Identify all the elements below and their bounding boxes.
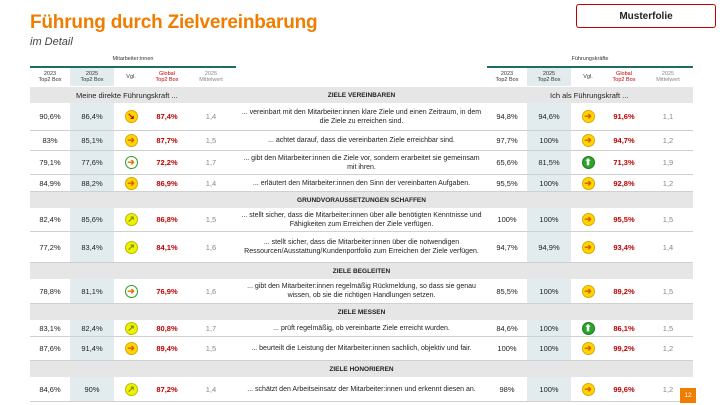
header-left-y2023: 2023 Top2 Box (38, 71, 62, 83)
value-2025-employees: 88,2% (70, 175, 114, 191)
value-2025-employees: 90% (70, 377, 114, 401)
comparison-managers (571, 279, 605, 303)
value-2023-employees: 78,8% (39, 286, 61, 296)
value-global-managers: 86,1% (613, 323, 635, 333)
value-2023-managers: 94,7% (496, 242, 518, 252)
section-title: ZIELE VEREINBAREN (327, 91, 396, 99)
value-2023-employees: 90,6% (39, 112, 61, 121)
comparison-managers (571, 337, 605, 360)
value-2023-employees: 83,1% (39, 323, 61, 333)
value-2025-managers: 100% (527, 208, 571, 231)
value-2023-employees: 77,2% (39, 242, 61, 252)
value-2023-managers: 94,8% (496, 112, 518, 121)
comparison-employees (114, 103, 148, 130)
comparison-employees (114, 337, 148, 360)
value-mean-employees: 1,6 (205, 286, 217, 296)
value-2025-managers: 100% (527, 337, 571, 360)
value-mean-managers: 1,2 (662, 384, 674, 394)
statement-text: ... gibt den Mitarbeiter:innen die Ziele vor, sondern erarbeitet sie gemeinsam mit ihren. (243, 154, 480, 171)
arrow-down-right-icon: ↘ (125, 110, 138, 123)
value-2023-managers: 100% (497, 215, 517, 224)
value-2025-managers: 100% (527, 175, 571, 191)
value-2025-employees: 82,4% (70, 320, 114, 336)
value-mean-managers: 1,9 (662, 158, 674, 167)
section-header (30, 87, 693, 103)
value-global-employees: 89,4% (156, 344, 178, 353)
value-global-managers: 95,5% (613, 215, 635, 224)
value-2023-employees: 82,4% (39, 215, 61, 224)
group-label-employees: Mitarbeiter:innen (112, 56, 154, 62)
value-global-managers: 92,8% (613, 178, 635, 188)
value-2025-managers: 81,5% (527, 151, 571, 174)
value-2025-employees: 86,4% (70, 103, 114, 130)
value-global-employees: 84,1% (156, 242, 178, 252)
section-title: ZIELE MESSEN (337, 308, 386, 316)
value-mean-managers: 1,5 (662, 215, 674, 224)
value-mean-managers: 1,4 (662, 242, 674, 252)
header-left-vgl: Vgl. (126, 74, 136, 80)
table-row (30, 208, 693, 232)
value-global-employees: 87,4% (156, 112, 178, 121)
value-global-employees: 87,7% (156, 136, 178, 145)
value-2025-employees: 81,1% (70, 279, 114, 303)
table-row (30, 279, 693, 304)
comparison-employees (114, 131, 148, 150)
section-header (30, 192, 693, 208)
section-title: ZIELE BEGLEITEN (332, 267, 391, 275)
value-mean-employees: 1,4 (205, 112, 217, 121)
value-global-employees: 86,9% (156, 178, 178, 188)
value-2025-employees: 77,6% (70, 151, 114, 174)
table-row (30, 337, 693, 361)
section-title: GRUNDVORAUSSETZUNGEN SCHAFFEN (297, 196, 426, 204)
value-global-managers: 99,2% (613, 344, 635, 353)
value-mean-managers: 1,2 (662, 178, 674, 188)
value-global-managers: 99,6% (613, 384, 635, 394)
table-row (30, 377, 693, 402)
musterfolie-badge: Musterfolie (576, 4, 716, 28)
section-header (30, 263, 693, 279)
comparison-managers (571, 103, 605, 130)
value-global-employees: 87,2% (156, 384, 178, 394)
arrow-right-icon: ➜ (582, 383, 595, 396)
arrow-up-icon: ⬆ (582, 156, 595, 169)
value-mean-employees: 1,4 (205, 178, 217, 188)
value-2023-employees: 84,6% (39, 384, 61, 394)
value-2023-managers: 97,7% (496, 136, 518, 145)
arrow-right-circle-icon: ➜ (125, 156, 138, 169)
arrow-right-icon: ➜ (582, 241, 595, 254)
value-2025-managers: 94,9% (527, 232, 571, 262)
value-mean-employees: 1,4 (205, 384, 217, 394)
header-right-y2025: 2025 Top2 Box (527, 68, 571, 86)
section-label-managers: Ich als Führungskraft ... (550, 90, 629, 100)
statement-text: ... erläutert den Mitarbeiter:innen den Sinn der vereinbarten Aufgaben. (252, 179, 471, 187)
header-right-vgl: Vgl. (583, 74, 593, 80)
header-right-y2023: 2023 Top2 Box (495, 71, 519, 83)
header-left-global: Global Top2 Box (155, 71, 179, 83)
comparison-employees (114, 232, 148, 262)
header-left-mittel: 2025 Mittelwert (199, 71, 223, 83)
comparison-employees (114, 320, 148, 336)
value-global-managers: 93,4% (613, 242, 635, 252)
value-global-employees: 76,9% (156, 286, 178, 296)
value-2023-managers: 85,5% (496, 286, 518, 296)
value-mean-employees: 1,7 (205, 323, 217, 333)
statement-text: ... stellt sicher, dass die Mitarbeiter:innen über alle benötigten Kenntnisse und Fähigkeiten zum Erreichen der Ziele verfügen. (241, 211, 482, 228)
comparison-managers (571, 232, 605, 262)
arrow-up-right-icon: ↗ (125, 383, 138, 396)
value-2025-employees: 85,1% (70, 131, 114, 150)
value-global-employees: 72,2% (156, 158, 178, 167)
table-row (30, 151, 693, 175)
value-mean-managers: 1,1 (662, 112, 674, 121)
table-row (30, 103, 693, 131)
comparison-managers (571, 151, 605, 174)
value-mean-employees: 1,5 (205, 215, 217, 224)
arrow-up-right-icon: ↗ (125, 322, 138, 335)
arrow-up-right-icon: ↗ (125, 241, 138, 254)
comparison-managers (571, 377, 605, 401)
value-global-employees: 86,8% (156, 215, 178, 224)
arrow-right-icon: ➜ (582, 342, 595, 355)
arrow-right-icon: ➜ (125, 342, 138, 355)
value-global-managers: 91,6% (613, 112, 635, 121)
section-header (30, 304, 693, 320)
section-label-employees: Meine direkte Führungskraft ... (76, 90, 178, 100)
value-2025-employees: 85,6% (70, 208, 114, 231)
value-global-managers: 94,7% (613, 136, 635, 145)
value-2023-managers: 100% (497, 344, 517, 353)
statement-text: ... vereinbart mit den Mitarbeiter:innen klare Ziele und einen Zeitraum, in dem die Ziele zu erreichen sind. (241, 108, 482, 125)
value-global-managers: 71,3% (613, 158, 635, 167)
table-row (30, 320, 693, 337)
section-header (30, 361, 693, 377)
arrow-right-icon: ➜ (125, 134, 138, 147)
arrow-up-icon: ⬆ (582, 322, 595, 335)
page-title: Führung durch Zielvereinbarung (30, 12, 318, 33)
page-number: 12 (680, 388, 696, 403)
comparison-employees (114, 279, 148, 303)
value-2025-managers: 100% (527, 377, 571, 401)
value-2025-managers: 100% (527, 320, 571, 336)
statement-text: ... gibt den Mitarbeiter:innen regelmäßig Rückmeldung, so dass sie genau wissen, ob sie die richtigen Handlungen setzen. (247, 283, 476, 299)
value-2025-managers: 100% (527, 279, 571, 303)
value-2025-managers: 100% (527, 131, 571, 150)
arrow-right-icon: ➜ (582, 177, 595, 190)
header-right-global: Global Top2 Box (612, 71, 636, 83)
arrow-right-circle-icon: ➜ (125, 285, 138, 298)
section-title: ZIELE HONORIEREN (329, 365, 394, 373)
header-left-y2025: 2025 Top2 Box (70, 68, 114, 86)
arrow-right-icon: ➜ (582, 213, 595, 226)
table-row (30, 131, 693, 151)
value-2023-employees: 87,6% (39, 344, 61, 353)
value-global-managers: 89,2% (613, 286, 635, 296)
comparison-managers (571, 320, 605, 336)
comparison-employees (114, 151, 148, 174)
value-mean-employees: 1,6 (205, 242, 217, 252)
comparison-managers (571, 208, 605, 231)
arrow-up-right-icon: ↗ (125, 213, 138, 226)
page-subtitle: im Detail (30, 36, 73, 48)
value-mean-managers: 1,2 (662, 136, 674, 145)
table-row (30, 232, 693, 263)
statement-text: ... prüft regelmäßig, ob vereinbarte Ziele erreicht wurden. (273, 324, 450, 332)
value-2023-employees: 83% (42, 136, 58, 145)
arrow-right-icon: ➜ (582, 110, 595, 123)
value-2025-employees: 91,4% (70, 337, 114, 360)
arrow-right-icon: ➜ (582, 285, 595, 298)
value-global-employees: 80,8% (156, 323, 178, 333)
comparison-employees (114, 208, 148, 231)
comparison-employees (114, 175, 148, 191)
value-mean-employees: 1,7 (205, 158, 217, 167)
value-2023-managers: 95,5% (496, 178, 518, 188)
value-2023-employees: 79,1% (39, 158, 61, 167)
group-label-managers: Führungskräfte (571, 56, 609, 62)
value-mean-managers: 1,5 (662, 323, 674, 333)
value-mean-employees: 1,5 (205, 136, 217, 145)
statement-text: ... beurteilt die Leistung der Mitarbeiter:innen sachlich, objektiv und fair. (251, 345, 472, 352)
value-2025-managers: 94,6% (527, 103, 571, 130)
arrow-right-icon: ➜ (125, 177, 138, 190)
comparison-managers (571, 175, 605, 191)
value-mean-managers: 1,2 (662, 344, 674, 353)
value-2023-employees: 84,9% (39, 178, 61, 188)
value-2023-managers: 98% (499, 384, 515, 394)
statement-text: ... schätzt den Arbeitseinsatz der Mitarbeiter:innen und erkennt diesen an. (247, 385, 476, 393)
value-mean-employees: 1,5 (205, 344, 217, 353)
table-row (30, 175, 693, 192)
value-2025-employees: 83,4% (70, 232, 114, 262)
statement-text: ... stellt sicher, dass die Mitarbeiter:innen über die notwendigen Ressourcen/Ausstattung/Kundenportfolio zum Erreichen der Ziele verfügen. (244, 239, 479, 255)
comparison-employees (114, 377, 148, 401)
comparison-managers (571, 131, 605, 150)
arrow-right-icon: ➜ (582, 134, 595, 147)
statement-text: ... achtet darauf, dass die vereinbarten Ziele erreichbar sind. (268, 137, 455, 144)
value-mean-managers: 1,5 (662, 286, 674, 296)
value-2023-managers: 65,6% (496, 158, 518, 167)
header-right-mittel: 2025 Mittelwert (656, 71, 680, 83)
value-2023-managers: 84,6% (496, 323, 518, 333)
